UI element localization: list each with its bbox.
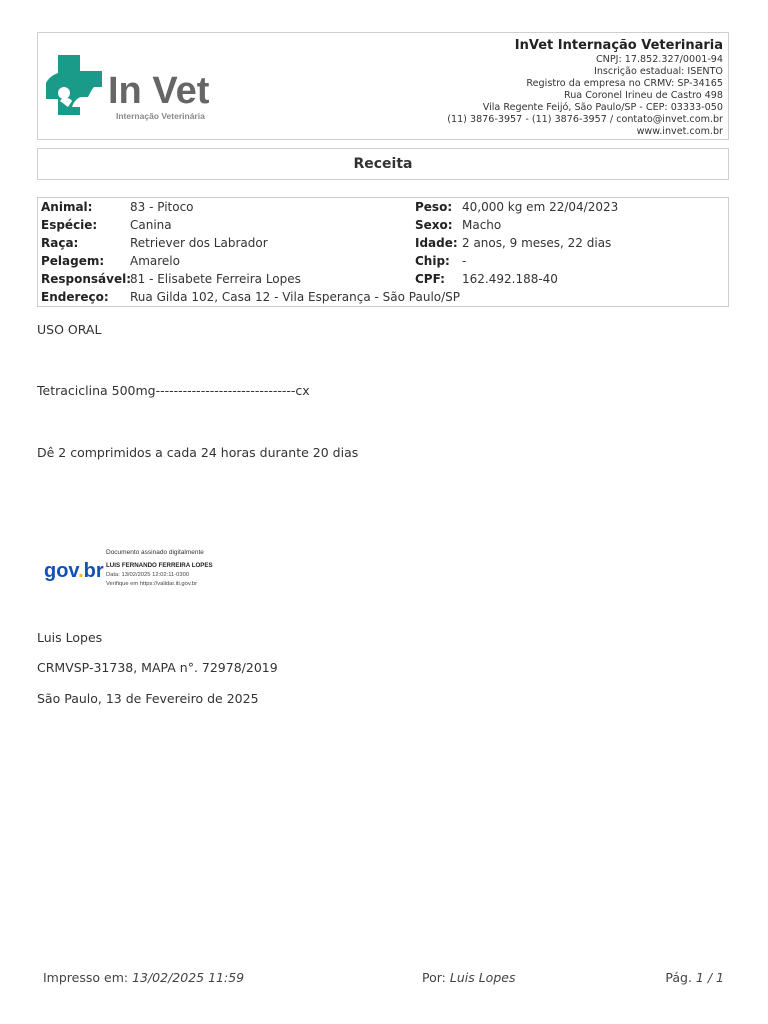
raca-value: Retriever dos Labrador — [130, 236, 268, 250]
sig-line1: Documento assinado digitalmente — [106, 549, 204, 556]
sig-date: Data: 13/02/2025 12:02:11-0300 — [106, 572, 190, 578]
cpf-label: CPF: — [415, 272, 445, 286]
pelagem-value: Amarelo — [130, 254, 180, 268]
clinic-details — [447, 37, 723, 138]
place-date: São Paulo, 13 de Fevereiro de 2025 — [37, 691, 259, 706]
clinic-site: www.invet.com.br — [636, 126, 723, 137]
logo-subtitle: Internação Veterinária — [116, 111, 205, 121]
clinic-street: Rua Coronel Irineu de Castro 498 — [563, 90, 723, 101]
peso-value: 40,000 kg em 22/04/2023 — [462, 200, 619, 214]
printed-label: Impresso em: — [43, 970, 129, 985]
sexo-label: Sexo: — [415, 218, 453, 232]
govbr-signature-stamp — [40, 545, 245, 589]
clinic-ie: Inscrição estadual: ISENTO — [594, 66, 723, 77]
clinic-city: Vila Regente Feijó, São Paulo/SP - CEP: 03333-050 — [482, 102, 723, 113]
pelagem-label: Pelagem: — [41, 254, 105, 268]
animal-value: 83 - Pitoco — [130, 200, 194, 214]
vet-registration: CRMVSP-31738, MAPA n°. 72978/2019 — [37, 660, 278, 675]
raca-label: Raça: — [41, 236, 79, 250]
document-title: Receita — [37, 148, 729, 180]
page-label: Pág. — [665, 970, 692, 985]
clinic-contact: (11) 3876-3957 - (11) 3876-3957 / contato@invet.com.br — [447, 114, 723, 125]
endereco-label: Endereço: — [41, 290, 109, 304]
govbr-logo: gov.br — [44, 560, 104, 582]
printed-value: 13/02/2025 11:59 — [132, 970, 245, 985]
clinic-crmv: Registro da empresa no CRMV: SP-34165 — [526, 78, 723, 89]
patient-info — [37, 197, 729, 307]
route-text: USO ORAL — [37, 322, 102, 337]
invet-logo — [42, 53, 242, 123]
clinic-cnpj: CNPJ: 17.852.327/0001-94 — [595, 54, 723, 65]
sexo-value: Macho — [462, 218, 502, 232]
cpf-value: 162.492.188-40 — [462, 272, 558, 286]
idade-value: 2 anos, 9 meses, 22 dias — [462, 236, 612, 250]
sig-signer: LUIS FERNANDO FERREIRA LOPES — [106, 562, 213, 569]
medicine-text: Tetraciclina 500mg-------------------------------cx — [37, 383, 310, 398]
peso-label: Peso: — [415, 200, 453, 214]
footer-by — [422, 970, 515, 985]
chip-label: Chip: — [415, 254, 450, 268]
especie-label: Espécie: — [41, 218, 98, 232]
page-value: 1 / 1 — [695, 970, 724, 985]
responsavel-label: Responsável: — [41, 272, 132, 286]
idade-label: Idade: — [415, 236, 458, 250]
by-value: Luis Lopes — [449, 970, 516, 985]
endereco-value: Rua Gilda 102, Casa 12 - Vila Esperança - São Paulo/SP — [130, 290, 461, 304]
by-label: Por: — [422, 970, 446, 985]
clinic-name: InVet Internação Veterinaria — [514, 38, 723, 53]
footer-page — [665, 970, 724, 985]
vet-name: Luis Lopes — [37, 630, 103, 645]
logo-text: In Vet — [108, 70, 210, 112]
chip-value: - — [462, 254, 467, 268]
clinic-header — [37, 32, 729, 140]
footer-printed — [43, 970, 244, 985]
responsavel-value: 81 - Elisabete Ferreira Lopes — [130, 272, 301, 286]
instructions-text: Dê 2 comprimidos a cada 24 horas durante 20 dias — [37, 445, 359, 460]
animal-label: Animal: — [41, 200, 93, 214]
especie-value: Canina — [130, 218, 172, 232]
sig-verify: Verifique em https://validar.iti.gov.br — [106, 581, 198, 587]
